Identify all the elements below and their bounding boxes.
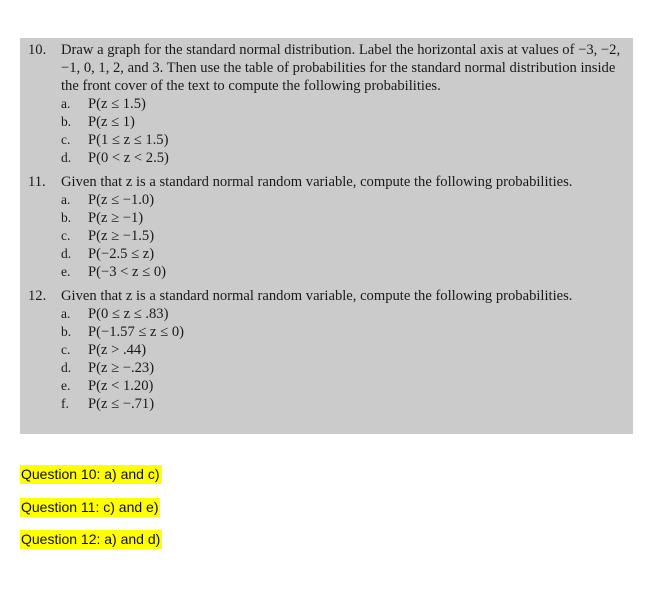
part-item bbox=[20, 227, 633, 245]
part-expression: P(z < 1.20) bbox=[88, 378, 154, 394]
part-expression: P(z ≤ 1.5) bbox=[88, 96, 146, 112]
part-item bbox=[20, 149, 633, 167]
part-expression: P(z ≤ 1) bbox=[88, 114, 135, 130]
highlighted-text: Question 12: a) and d) bbox=[21, 531, 161, 547]
problem-statement: Given that z is a standard normal random variable, compute the following probabilities. bbox=[61, 288, 573, 304]
part-expression: P(1 ≤ z ≤ 1.5) bbox=[88, 132, 169, 148]
part-letter: c. bbox=[61, 342, 71, 357]
part-letter: c. bbox=[61, 228, 71, 243]
part-letter: a. bbox=[61, 306, 71, 321]
part-letter: e. bbox=[61, 378, 71, 393]
part-item bbox=[20, 263, 633, 281]
part-expression: P(z ≥ −1) bbox=[88, 210, 144, 226]
part-expression: P(z ≤ −.71) bbox=[88, 396, 155, 412]
problem-statement: Draw a graph for the standard normal distribution. Label the horizontal axis at values of −3, −2, −1, 0, 1, 2, and 3. Then use the table of probabilities for the standard normal distribution inside the front cover of the text to compute the following probabilities. bbox=[61, 42, 621, 94]
textbook-excerpt bbox=[20, 38, 633, 434]
part-list bbox=[20, 95, 633, 167]
part-expression: P(−3 < z ≤ 0) bbox=[88, 264, 166, 280]
part-letter: f. bbox=[61, 396, 69, 411]
part-letter: c. bbox=[61, 132, 71, 147]
part-letter: a. bbox=[61, 96, 71, 111]
part-item bbox=[20, 305, 633, 323]
part-letter: b. bbox=[61, 114, 72, 129]
part-list bbox=[20, 191, 633, 281]
part-item bbox=[20, 209, 633, 227]
part-item bbox=[20, 95, 633, 113]
part-list bbox=[20, 305, 633, 413]
assigned-question-10 bbox=[20, 464, 162, 484]
part-expression: P(0 ≤ z ≤ .83) bbox=[88, 306, 169, 322]
part-expression: P(−2.5 ≤ z) bbox=[88, 246, 155, 262]
problem-number: 11. bbox=[28, 174, 46, 190]
problem-12 bbox=[20, 287, 633, 413]
part-letter: b. bbox=[61, 210, 72, 225]
part-expression: P(z ≥ −1.5) bbox=[88, 228, 155, 244]
highlighted-text: Question 10: a) and c) bbox=[21, 466, 160, 482]
highlighted-text: Question 11: c) and e) bbox=[21, 499, 159, 515]
part-item bbox=[20, 245, 633, 263]
part-letter: d. bbox=[61, 360, 72, 375]
problem-number: 10. bbox=[28, 42, 47, 58]
part-expression: P(z ≥ −.23) bbox=[88, 360, 155, 376]
problem-11 bbox=[20, 173, 633, 281]
part-item bbox=[20, 131, 633, 149]
part-expression: P(0 < z < 2.5) bbox=[88, 150, 169, 166]
part-letter: d. bbox=[61, 150, 72, 165]
part-expression: P(z > .44) bbox=[88, 342, 147, 358]
problem-number: 12. bbox=[28, 288, 47, 304]
part-letter: b. bbox=[61, 324, 72, 339]
part-item bbox=[20, 359, 633, 377]
part-expression: P(−1.57 ≤ z ≤ 0) bbox=[88, 324, 184, 340]
part-expression: P(z ≤ −1.0) bbox=[88, 192, 155, 208]
part-letter: a. bbox=[61, 192, 71, 207]
problem-statement: Given that z is a standard normal random variable, compute the following probabilities. bbox=[61, 174, 573, 190]
part-item bbox=[20, 323, 633, 341]
part-item bbox=[20, 395, 633, 413]
assigned-question-12 bbox=[20, 529, 162, 549]
part-item bbox=[20, 191, 633, 209]
part-item bbox=[20, 377, 633, 395]
problem-10 bbox=[20, 41, 633, 167]
part-item bbox=[20, 113, 633, 131]
assigned-question-11 bbox=[20, 497, 160, 517]
part-item bbox=[20, 341, 633, 359]
part-letter: d. bbox=[61, 246, 72, 261]
part-letter: e. bbox=[61, 264, 71, 279]
